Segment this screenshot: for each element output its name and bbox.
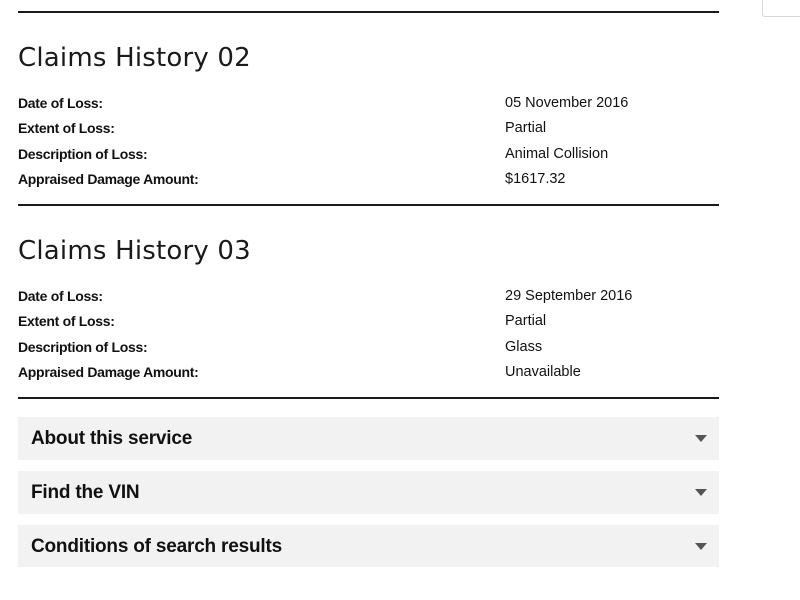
- detail-label: Extent of Loss:: [18, 313, 115, 330]
- accordion-find-the-vin[interactable]: [18, 471, 719, 514]
- detail-label: Date of Loss:: [18, 287, 103, 304]
- detail-row-date-of-loss: [18, 283, 719, 309]
- detail-row-appraised-damage-amount: [18, 360, 719, 386]
- detail-value: Partial: [505, 313, 547, 330]
- detail-row-description-of-loss: [18, 141, 719, 167]
- accordion-label: About this service: [31, 427, 193, 449]
- claim-details: [18, 90, 719, 192]
- detail-row-extent-of-loss: [18, 116, 719, 142]
- detail-label: Extent of Loss:: [18, 120, 115, 137]
- detail-value: 29 September 2016: [505, 287, 633, 304]
- info-accordion: [18, 417, 719, 568]
- detail-value: Glass: [505, 338, 543, 355]
- accordion-label: Find the VIN: [31, 481, 140, 503]
- claim-title: Claims History 02: [18, 43, 251, 73]
- detail-value: Unavailable: [505, 364, 581, 381]
- partial-panel-edge: [762, 0, 800, 17]
- detail-row-description-of-loss: [18, 334, 719, 360]
- caret-down-icon: [695, 435, 707, 442]
- detail-label: Appraised Damage Amount:: [18, 171, 199, 188]
- detail-label: Date of Loss:: [18, 94, 103, 111]
- accordion-conditions-of-search-results[interactable]: [18, 525, 719, 568]
- claim-details: [18, 283, 719, 385]
- detail-value: Partial: [505, 120, 547, 137]
- detail-label: Description of Loss:: [18, 145, 148, 162]
- claims-content: [18, 0, 719, 579]
- caret-down-icon: [695, 489, 707, 496]
- detail-value: 05 November 2016: [505, 94, 629, 111]
- viewport-cutoff: [0, 567, 800, 600]
- claim-section-03: [18, 206, 719, 397]
- detail-row-date-of-loss: [18, 90, 719, 116]
- detail-value: $1617.32: [505, 171, 566, 188]
- accordion-about-this-service[interactable]: [18, 417, 719, 460]
- caret-down-icon: [695, 543, 707, 550]
- detail-value: Animal Collision: [505, 145, 609, 162]
- claim-title: Claims History 03: [18, 236, 251, 266]
- detail-label: Description of Loss:: [18, 338, 148, 355]
- accordion-label: Conditions of search results: [31, 535, 282, 557]
- detail-row-extent-of-loss: [18, 309, 719, 335]
- detail-label: Appraised Damage Amount:: [18, 364, 199, 381]
- divider: [18, 397, 719, 399]
- detail-row-appraised-damage-amount: [18, 167, 719, 193]
- claim-section-02: [18, 13, 719, 204]
